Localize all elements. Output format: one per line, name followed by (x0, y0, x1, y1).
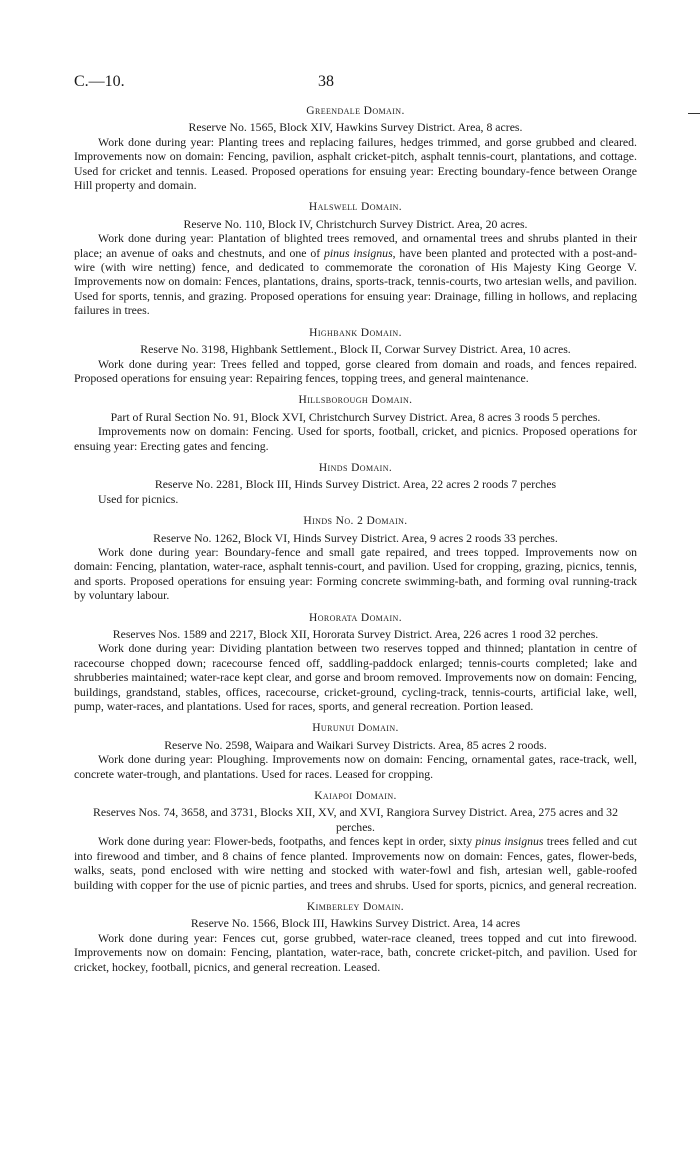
reserve-reference: Reserve No. 110, Block IV, Christchurch Survey District. Area, 20 acres. (183, 216, 528, 231)
paragraph: Work done during year: Ploughing. Improvements now on domain: Fencing, ornamental gates, race-track, well, concrete water-trough, and plantations. Used for races. Leased for cropping. (74, 752, 637, 781)
reserve-reference: Reserve No. 1565, Block XIV, Hawkins Survey District. Area, 8 acres. (188, 120, 523, 135)
paragraph: Work done during year: Fences cut, gorse grubbed, water-race cleaned, trees topped and cut into firewood. Improvements now on domain: Fencing, plantation, water-race, bath, concrete cricket-pitch, and pavilion. Used for cricket, hockey, football, picnics, and general recreation. Leased. (74, 930, 637, 974)
paragraph-text: Work done during year: Plantation of blighted trees removed, and ornamental trees and shrubs planted in their place; an avenue of oaks and chestnuts, and one of (74, 231, 637, 260)
species-name: pinus insignus (475, 834, 544, 849)
paragraph: Work done during year: Planting trees and replacing failures, hedges trimmed, and gorse grubbed and cleared. Improvements now on domain: Fencing, pavilion, asphalt cricket-pitch, asphalt tennis-court, plantations, and cottage. Used for cricket and tennis. Leased. Proposed operations for ensuing year: Erecting boundary-fence between Orange Hill property and domain. (74, 134, 637, 193)
section-title: Hororata Domain. (308, 611, 402, 624)
paragraph-text: trees felled and cut into firewood and timber, and 8 chains of fence planted. Improvements now on domain: Fences, gates, flower-beds, walks, seats, pond enclosed with wire netting and stocked with water-fowl and fish, artesian well, gable-roofed building with copper for the use of picnic parties, and trees and shrubs. Used for sports, picnics, and general recreation. (74, 834, 637, 892)
section-title: Hillsborough Domain. (298, 394, 413, 407)
section-title: Kimberley Domain. (306, 900, 405, 913)
paragraph-text: Work done during year: Flower-beds, footpaths, and fences kept in order, sixty (98, 834, 476, 849)
reserve-reference: Reserve No. 2281, Block III, Hinds Survey District. Area, 22 acres 2 roods 7 perches (154, 477, 557, 492)
reserve-reference: Reserve No. 2598, Waipara and Waikari Survey Districts. Area, 85 acres 2 roods. (164, 737, 547, 752)
reserve-reference: Part of Rural Section No. 91, Block XVI, Christchurch Survey District. Area, 8 acres 3 roods 5 perches. (110, 409, 601, 424)
margin-mark (688, 113, 700, 114)
section-title: Greendale Domain. (306, 105, 405, 117)
section-kimberley (74, 900, 637, 974)
paragraph: Used for picnics. (98, 491, 179, 506)
reserve-reference: Reserve No. 1566, Block III, Hawkins Survey District. Area, 14 acres (190, 916, 521, 931)
page-number: 38 (318, 73, 334, 90)
reserve-reference: Reserves Nos. 1589 and 2217, Block XII, Hororata Survey District. Area, 226 acres 1 rood 32 perches. (112, 627, 599, 641)
paragraph: Improvements now on domain: Fencing. Used for sports, football, cricket, and picnics. Proposed operations for ensuing year: Erecting gates and fencing. (74, 424, 637, 453)
species-name: pinus insignus (323, 245, 393, 260)
paragraph: Work done during year: Dividing plantation between two reserves topped and thinned; plantation in centre of racecourse chopped down; racecourse fenced off, saddling-paddock enlarged; tennis-courts completed; lake and shrubberies maintained; water-race kept clear, and gorse and broom removed. Improvements now on domain: Fencing, buildings, grandstand, stables, offices, racecourse, cricket-ground, cycling-track, tennis-courts, artificial lake, well, pump, water-races, and plantations. Used for races, sports, and general recreation. Portion leased. (74, 641, 637, 714)
reserve-reference: Reserve No. 3198, Highbank Settlement., Block II, Corwar Survey District. Area, 10 acres. (140, 342, 571, 357)
section-greendale (74, 104, 637, 192)
reserve-reference: Reserve No. 1262, Block VI, Hinds Survey District. Area, 9 acres 2 roods 33 perches. (153, 530, 558, 545)
paragraph (74, 231, 637, 317)
section-title: Hinds Domain. (318, 461, 393, 474)
body-text (74, 104, 637, 982)
section-highbank (74, 326, 637, 386)
section-title: Hurunui Domain. (312, 722, 399, 735)
section-title: Highbank Domain. (309, 326, 402, 339)
section-hinds-no-2 (74, 514, 637, 602)
paragraph: Work done during year: Boundary-fence and small gate repaired, and trees topped. Improvements now on domain: Fencing, plantation, water-race, asphalt tennis-court, and pavilion. Used for cropping, grazing, picnics, tennis, and sports. Proposed operations for ensuing year: Forming concrete swimming-bath, and forming oval running-track by voluntary labour. (74, 544, 637, 603)
section-title: Halswell Domain. (308, 201, 403, 214)
section-hororata (74, 611, 637, 714)
section-hurunui (74, 721, 637, 781)
paragraph-text: , have been planted and protected with a post-and-wire (with wire netting) fence, and dedicated to commemorate the coronation of His Majesty King George V. Improvements now on domain: Fences, plantations, drains, sports-track, tennis-courts, two artesian wells, and pavilion. Used for sports, tennis, and grazing. Proposed operations for ensuing year: Drainage, filling in hollows, and replacing failures in trees. (74, 245, 637, 318)
section-kaiapoi (74, 789, 637, 892)
reserve-reference: Reserves Nos. 74, 3658, and 3731, Blocks XII, XV, and XVI, Rangiora Survey District. Area, 275 acres and 32 perches. (93, 805, 618, 834)
paragraph: Work done during year: Trees felled and topped, gorse cleared from domain and roads, and fences repaired. Proposed operations for ensuing year: Repairing fences, topping trees, and general maintenance. (74, 356, 637, 385)
section-title: Kaiapoi Domain. (314, 790, 397, 803)
section-halswell (74, 200, 637, 317)
document-code: C.—10. (74, 73, 125, 90)
section-title: Hinds No. 2 Domain. (303, 515, 408, 528)
section-hinds (74, 461, 637, 506)
section-hillsborough (74, 393, 637, 453)
paragraph (74, 834, 637, 892)
